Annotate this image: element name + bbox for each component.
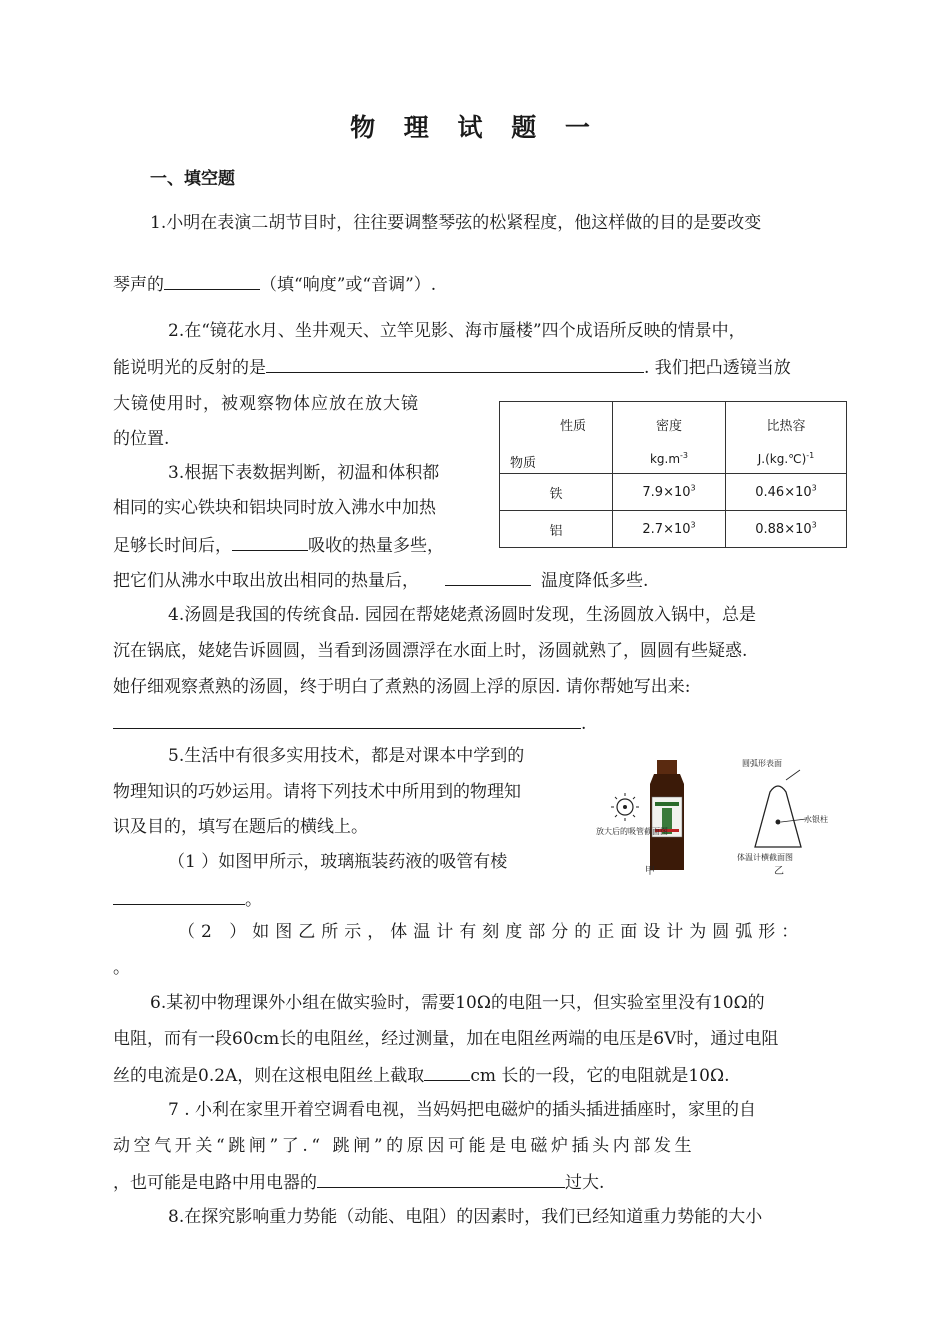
- q4-end: .: [581, 714, 587, 734]
- q7-text-b: 过大.: [565, 1173, 605, 1193]
- q7-answer-blank[interactable]: [317, 1169, 565, 1188]
- q4-line2: 沉在锅底，姥姥告诉圆圆，当看到汤圆漂浮在水面上时，汤圆就熟了，圆圆有些疑惑.: [113, 641, 748, 661]
- header-density-label: 密度: [655, 419, 682, 434]
- q1-line2: [113, 271, 436, 297]
- q2-answer-blank[interactable]: [266, 354, 644, 373]
- table-row: [500, 511, 847, 548]
- header-property-label: 性质: [560, 419, 587, 434]
- q6-line2: 电阻，而有一段60cm长的电阻丝，经过测量，加在电阻丝两端的电压是6V时，通过电阻: [113, 1029, 779, 1049]
- q5-line2: 物理知识的巧妙运用。请将下列技术中所用到的物理知: [113, 782, 521, 802]
- q3-answer-blank-2[interactable]: [445, 567, 531, 586]
- row-iron-heat: $0.46\times 10^3$: [726, 474, 847, 511]
- q6-text-b: cm 长的一段，它的电阻就是10Ω.: [470, 1066, 730, 1086]
- q4-line3: 她仔细观察煮熟的汤圆，终于明白了煮熟的汤圆上浮的原因. 请你帮她写出来:: [113, 677, 691, 697]
- q3-text-a: 足够长时间后，: [113, 536, 232, 556]
- q5-line1: 5.生活中有很多实用技术，都是对课本中学到的: [168, 746, 525, 766]
- header-heat-unit: J.(kg.℃)$^{-1}$: [757, 451, 815, 466]
- figure-yi-label: 乙: [774, 866, 784, 877]
- q3-text-c: 把它们从沸水中取出放出相同的热量后，: [113, 571, 419, 591]
- q5-line5: 。: [113, 886, 262, 912]
- q4-line1: 4.汤圆是我国的传统食品. 园园在帮姥姥煮汤圆时发现，生汤圆放入锅中，总是: [168, 605, 757, 625]
- q7-text-a: ，也可能是电路中用电器的: [113, 1173, 317, 1193]
- q1-text-a: 琴声的: [113, 275, 164, 295]
- q2-text-a: 能说明光的反射的是: [113, 358, 266, 378]
- medicine-bottle-icon: [650, 760, 684, 870]
- row-iron-name: 铁: [500, 474, 613, 511]
- header-material-label: 物质: [510, 456, 537, 471]
- q5-line4: （1 ）如图甲所示，玻璃瓶装药液的吸管有棱: [168, 852, 508, 872]
- table-header-density: [613, 402, 726, 474]
- q5-line6: （2 ）如图乙所示，体温计有刻度部分的正面设计为圆弧形：: [178, 922, 805, 942]
- header-heat-label: 比热容: [766, 419, 806, 434]
- q7-line3: [113, 1169, 604, 1195]
- q7-line1: 7 . 小利在家里开着空调看电视，当妈妈把电磁炉的插头插进插座时，家里的自: [168, 1100, 757, 1120]
- figure-jia-label: 甲: [645, 866, 655, 877]
- row-aluminum-heat: $0.88\times 10^3$: [726, 511, 847, 548]
- q5-line7: 。: [113, 958, 130, 978]
- mercury-label: 水银柱: [804, 815, 828, 824]
- q1-line1: 1.小明在表演二胡节目时，往往要调整琴弦的松紧程度，他这样做的目的是要改变: [150, 213, 762, 233]
- q3-line2: 相同的实心铁块和铝块同时放入沸水中加热: [113, 498, 436, 518]
- q6-line1: 6.某初中物理课外小组在做实验时，需要10Ω的电阻一只，但实验室里没有10Ω的: [150, 993, 765, 1013]
- section-heading: 一、填空题: [150, 169, 235, 189]
- properties-table: [499, 401, 847, 548]
- q6-text-a: 丝的电流是0.2A，则在这根电阻丝上截取: [113, 1066, 425, 1086]
- q5-line3: 识及目的，填写在题后的横线上。: [113, 817, 368, 837]
- q7-line2: 动空气开关“跳闸”了.“ 跳闸”的原因可能是电磁炉插头内部发生: [113, 1136, 696, 1156]
- q2-line1: 2.在“镜花水月、坐井观天、立竿见影、海市蜃楼”四个成语所反映的情景中，: [168, 321, 746, 341]
- q6-line3: [113, 1062, 730, 1088]
- q3-text-b: 吸收的热量多些，: [308, 536, 444, 556]
- row-aluminum-name: 铝: [500, 511, 613, 548]
- q2-line3: 大镜使用时，被观察物体应放在放大镜: [113, 394, 419, 414]
- q1-text-b: （填“响度”或“音调”）.: [260, 275, 437, 295]
- q5-answer-blank-1[interactable]: [113, 886, 245, 905]
- figure-graphic: [590, 752, 850, 882]
- row-aluminum-density: $2.7\times 10^3$: [613, 511, 726, 548]
- bottle-label: 放大后的吸管截面图: [596, 827, 668, 836]
- tube-section-icon: [611, 793, 639, 821]
- q4-line4: [113, 710, 586, 736]
- figure-bottle-thermometer: [590, 752, 850, 882]
- thermometer-section-icon: [755, 770, 806, 847]
- q2-line4: 的位置.: [113, 429, 170, 449]
- table-header-corner: [500, 402, 613, 474]
- page-title: 物 理 试 题 一: [350, 113, 600, 142]
- q1-answer-blank[interactable]: [164, 271, 260, 290]
- arc-label: 圆弧形表面: [742, 759, 782, 768]
- table-row: [500, 474, 847, 511]
- q8-line1: 8.在探究影响重力势能（动能、电阻）的因素时，我们已经知道重力势能的大小: [168, 1207, 763, 1227]
- q3-line3: [113, 532, 444, 558]
- q3-text-d: 温度降低多些.: [541, 571, 649, 591]
- q4-answer-blank[interactable]: [113, 710, 581, 729]
- table-header-heat: [726, 402, 847, 474]
- q2-line2: [113, 354, 791, 380]
- q3-line1: 3.根据下表数据判断，初温和体积都: [168, 463, 440, 483]
- row-iron-density: $7.9\times 10^3$: [613, 474, 726, 511]
- q3-answer-blank-1[interactable]: [232, 532, 308, 551]
- header-density-unit: $kg.m^{-3}$: [649, 451, 689, 466]
- q2-text-b: . 我们把凸透镜当放: [644, 358, 791, 378]
- q3-line4: [113, 567, 648, 593]
- q6-answer-blank[interactable]: [424, 1062, 470, 1081]
- table-header-row: [500, 402, 847, 474]
- thermometer-label: 体温计横截面图: [737, 853, 793, 862]
